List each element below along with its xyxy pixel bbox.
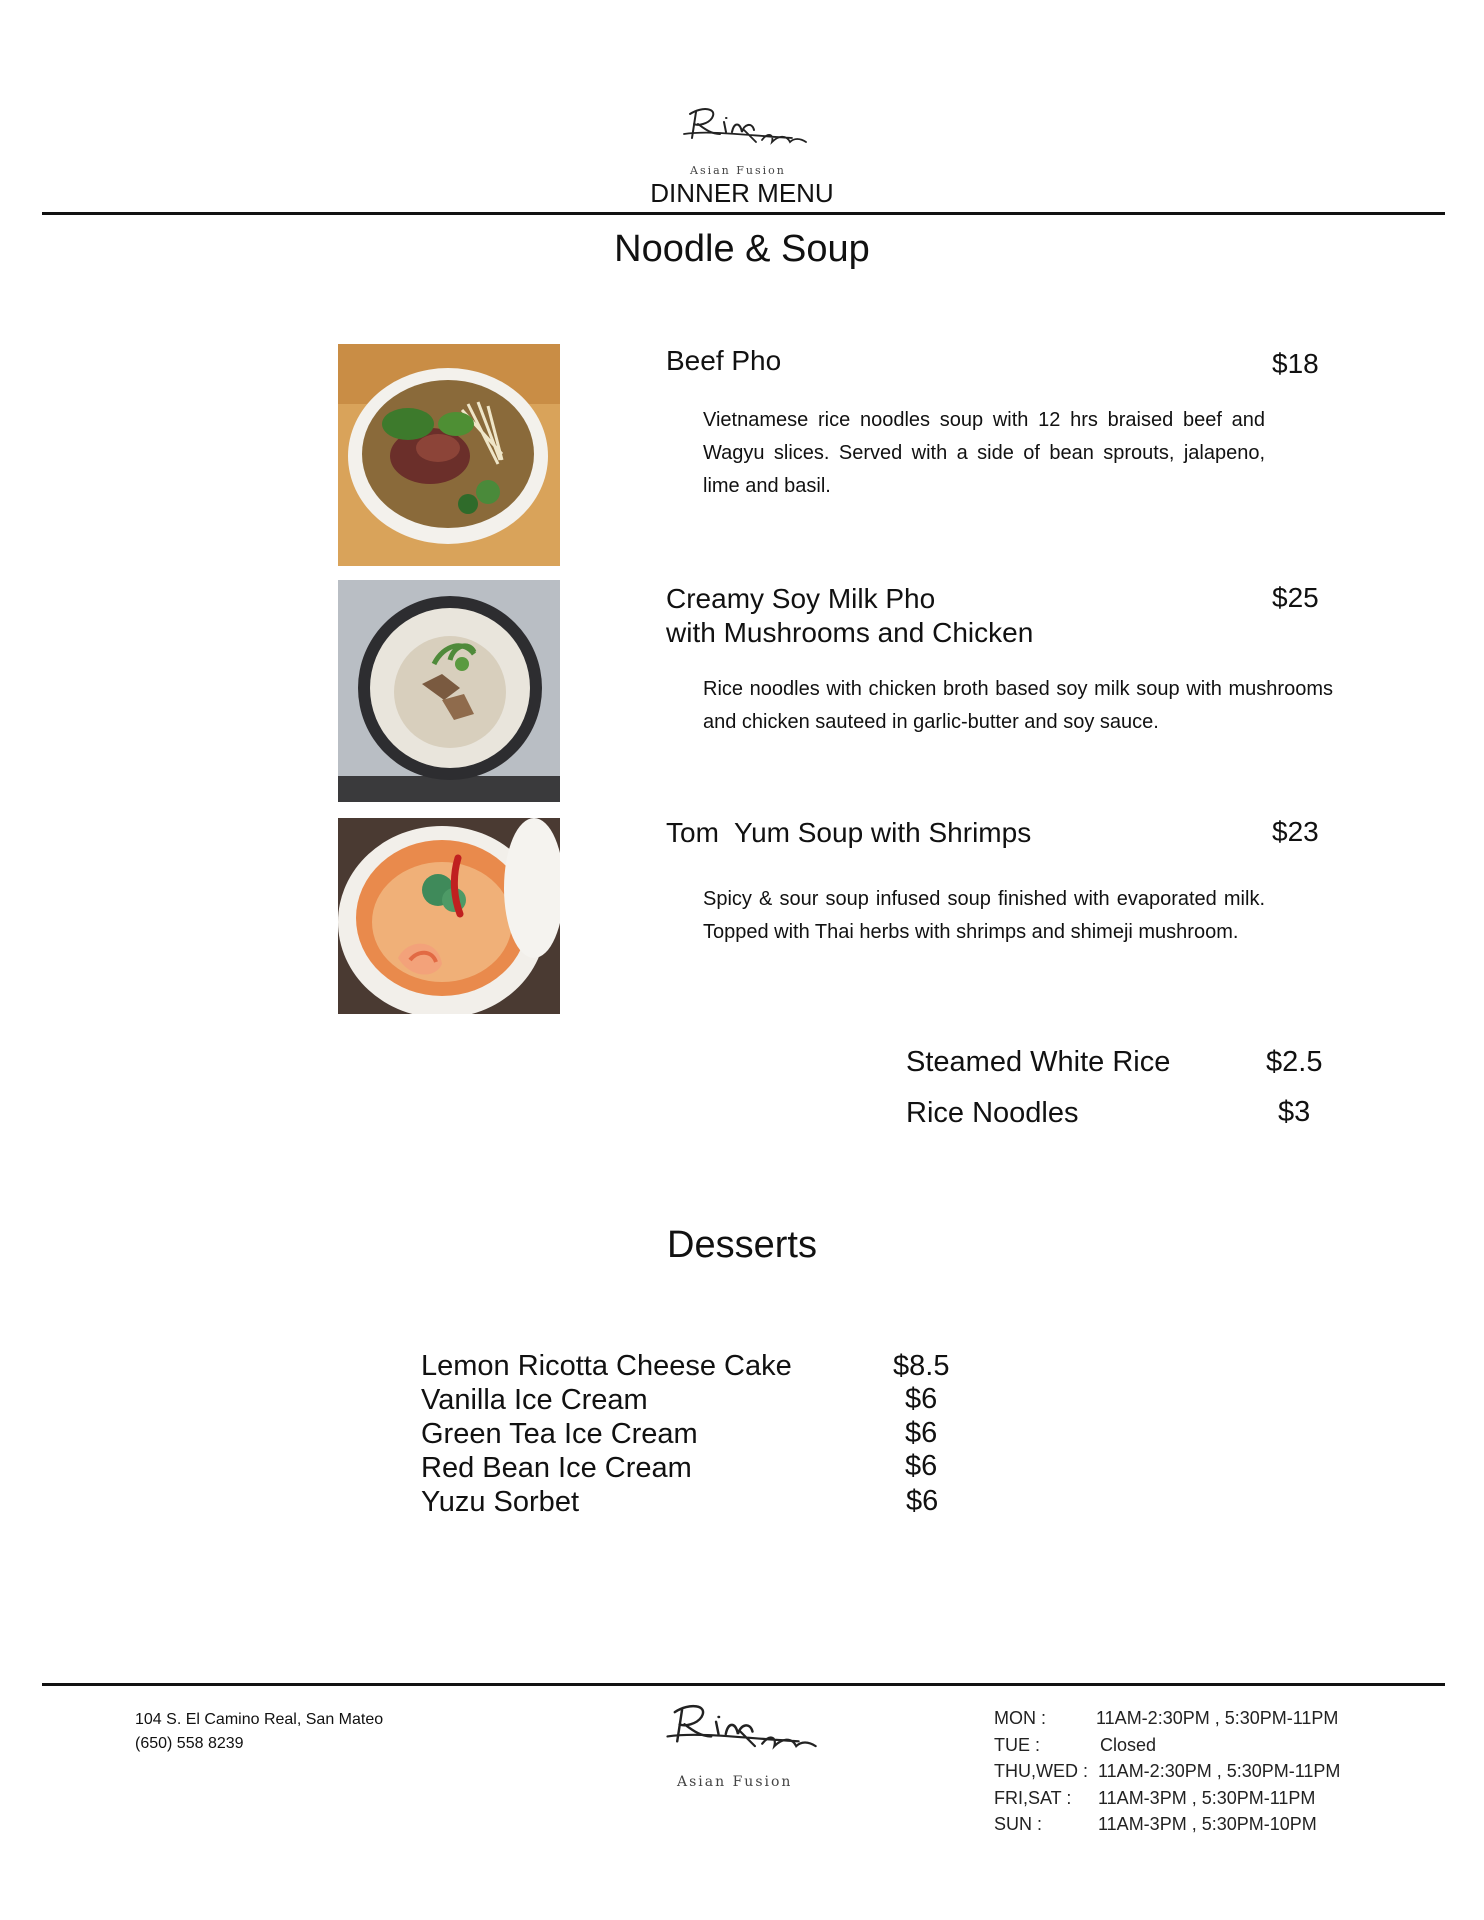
soy-milk-pho-photo xyxy=(338,580,560,802)
dish-desc-tom-yum: Spicy & sour soup infused soup finished with evaporated milk. Topped with Thai herbs with shrimps and shimeji mushroom. xyxy=(703,888,1265,943)
hours-time-thu-wed: 11AM-2:30PM , 5:30PM-11PM xyxy=(1098,1761,1341,1781)
hours-day-sun: SUN : xyxy=(994,1814,1043,1834)
brand-script-logo-icon xyxy=(664,1700,824,1768)
section-title-noodle-soup: Noodle & Soup xyxy=(614,228,870,270)
dessert-name-vanilla: Vanilla Ice Cream xyxy=(421,1384,648,1416)
dessert-price-vanilla: $6 xyxy=(905,1383,938,1415)
dish-price-soy-milk-pho: $25 xyxy=(1272,582,1319,613)
header-logo xyxy=(682,104,812,160)
dessert-price-red-bean: $6 xyxy=(905,1450,938,1482)
dish-name-beef-pho: Beef Pho xyxy=(666,345,782,376)
dessert-price-green-tea: $6 xyxy=(905,1417,938,1449)
dessert-price-yuzu: $6 xyxy=(906,1485,939,1517)
hours-time-tue: Closed xyxy=(1100,1735,1157,1755)
footer-logo xyxy=(664,1700,824,1768)
brand-script-logo-icon xyxy=(682,104,812,160)
hours-time-mon: 11AM-2:30PM , 5:30PM-11PM xyxy=(1096,1708,1339,1728)
section-title-desserts: Desserts xyxy=(667,1224,817,1266)
page-title: DINNER MENU xyxy=(650,178,834,208)
beef-pho-photo xyxy=(338,344,560,566)
hours-time-fri-sat: 11AM-3PM , 5:30PM-11PM xyxy=(1098,1788,1316,1808)
dessert-name-green-tea: Green Tea Ice Cream xyxy=(421,1418,698,1450)
side-price-steamed-rice: $2.5 xyxy=(1266,1046,1323,1078)
dessert-name-yuzu: Yuzu Sorbet xyxy=(421,1486,579,1518)
dish-name-tom-yum: Tom Yum Soup with Shrimps xyxy=(666,817,1032,848)
footer-address-block xyxy=(135,1708,383,1756)
hours-day-tue: TUE : xyxy=(994,1735,1041,1755)
dish-desc-beef-pho: Vietnamese rice noodles soup with 12 hrs braised beef and Wagyu slices. Served with a side of bean sprouts, jalapeno, lime and basil. xyxy=(703,409,1265,497)
tom-yum-photo xyxy=(338,818,560,1014)
dessert-price-cheese-cake: $8.5 xyxy=(893,1350,950,1382)
dessert-name-red-bean: Red Bean Ice Cream xyxy=(421,1452,692,1484)
hours-time-sun: 11AM-3PM , 5:30PM-10PM xyxy=(1098,1814,1317,1834)
side-price-rice-noodles: $3 xyxy=(1278,1096,1311,1128)
footer-phone: (650) 558 8239 xyxy=(135,1735,244,1752)
footer-brand-sub: Asian Fusion xyxy=(677,1774,793,1790)
header-divider xyxy=(42,212,1445,215)
hours-day-fri-sat: FRI,SAT : xyxy=(994,1788,1072,1808)
dessert-name-cheese-cake: Lemon Ricotta Cheese Cake xyxy=(421,1350,792,1382)
dish-desc-soy-milk-pho: Rice noodles with chicken broth based soy milk soup with mushrooms and chicken sauteed in garlic-butter and soy sauce. xyxy=(703,678,1333,733)
dish-price-tom-yum: $23 xyxy=(1272,816,1319,847)
hours-day-thu-wed: THU,WED : xyxy=(994,1761,1088,1781)
side-name-steamed-rice: Steamed White Rice xyxy=(906,1046,1171,1078)
header-brand-sub: Asian Fusion xyxy=(690,164,786,177)
hours-day-mon: MON : xyxy=(994,1708,1046,1728)
footer-divider xyxy=(42,1683,1445,1686)
footer-address: 104 S. El Camino Real, San Mateo xyxy=(135,1711,384,1728)
dish-price-beef-pho: $18 xyxy=(1272,348,1319,379)
side-name-rice-noodles: Rice Noodles xyxy=(906,1097,1079,1129)
dish-name-soy-milk-pho: Creamy Soy Milk Pho with Mushrooms and Chicken xyxy=(666,583,1034,648)
